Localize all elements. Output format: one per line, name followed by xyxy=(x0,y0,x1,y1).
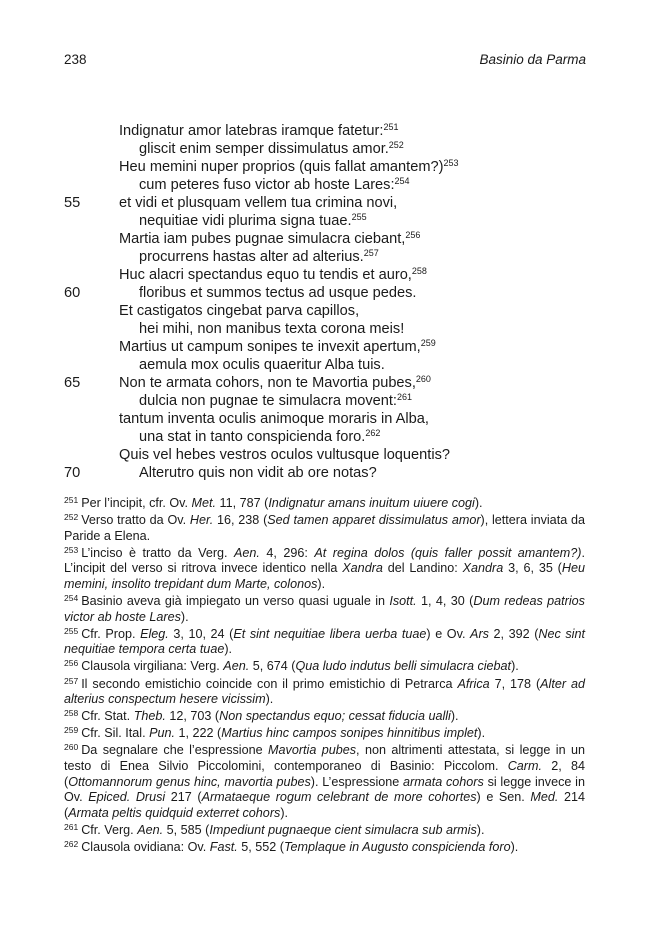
verse-line xyxy=(64,410,594,428)
citation-italic: Qua ludo indutus belli simulacra ciebat xyxy=(295,659,512,674)
verse-line xyxy=(64,176,594,194)
verse-line xyxy=(64,212,594,230)
verse-line xyxy=(64,392,594,410)
footnote-number: 252 xyxy=(64,512,79,523)
verse-text: hei mihi, non manibus texta corona meis! xyxy=(139,321,405,337)
footnote: $^{261}$ Cfr. Verg. Aen. 5, 585 (Impediunt pugnaeque cient simulacra sub armis). xyxy=(64,821,485,837)
verse-line xyxy=(64,230,594,248)
citation-italic: Aen. xyxy=(234,545,260,560)
citation-italic: Pun. xyxy=(149,726,175,741)
citation-italic: Indignatur amans inuitum uiuere cogi xyxy=(268,496,475,510)
footnotes xyxy=(64,496,585,857)
page-number: 238 xyxy=(64,52,87,67)
citation-italic: Xandra xyxy=(462,561,504,576)
poem-text xyxy=(64,122,594,482)
footnote-number: 256 xyxy=(64,658,79,669)
verse-text: dulcia non pugnae te simulacra movent:$^{261}$ xyxy=(139,392,413,409)
verse-line xyxy=(64,428,594,446)
footnote-reference[interactable]: 251 xyxy=(383,122,399,132)
citation-italic: Martius hinc campos sonipes hinnitibus implet xyxy=(221,726,478,741)
page-header xyxy=(64,51,586,68)
verse-number: 65 xyxy=(64,375,81,391)
citation-italic: Ottomannorum genus hinc, mavortia pubes xyxy=(68,774,311,789)
citation-italic: Fast. xyxy=(209,839,238,854)
verse-line xyxy=(64,158,594,176)
footnote-number: 253 xyxy=(64,544,79,555)
verse-number: 60 xyxy=(64,285,81,301)
footnote-number: 260 xyxy=(64,742,79,753)
verse-text: Non te armata cohors, non te Mavortia pubes,$^{260}$ xyxy=(119,374,431,391)
verse-text: Huc alacri spectandus equo tu tendis et auro,$^{258}$ xyxy=(119,266,427,283)
verse-line xyxy=(64,266,594,284)
citation-italic: Ars xyxy=(470,626,489,641)
verse-text: cum peteres fuso victor ab hoste Lares:$^{254}$ xyxy=(139,176,410,193)
citation-italic: Her. xyxy=(189,513,214,528)
citation-italic: Nec sint nequitiae tempora certa tuae xyxy=(64,626,585,657)
footnote-number: 262 xyxy=(64,838,79,849)
verse-line xyxy=(64,464,594,482)
footnote: $^{252}$ Verso tratto da Ov. Her. 16, 238 (Sed tamen apparet dissimulatus amor), lettera inviata da Paride a Elena. xyxy=(64,512,585,543)
footnote: $^{262}$ Clausola ovidiana: Ov. Fast. 5, 552 (Templaque in Augusto conspicienda foro). xyxy=(64,838,519,854)
footnote-reference[interactable]: 256 xyxy=(405,230,421,240)
footnote-number: 258 xyxy=(64,708,79,719)
citation-italic: Impediunt pugnaeque cient simulacra sub armis xyxy=(209,822,477,837)
citation-italic: Non spectandus equo; cessat fiducia ualli xyxy=(219,709,451,724)
footnote-reference[interactable]: 253 xyxy=(443,158,459,168)
footnote-reference[interactable]: 261 xyxy=(396,392,413,402)
verse-text: Alterutro quis non vidit ab ore notas? xyxy=(139,465,377,481)
verse-text: Martia iam pubes pugnae simulacra ciebant,$^{256}$ xyxy=(119,230,421,247)
verse-text: floribus et summos tectus ad usque pedes. xyxy=(139,285,417,301)
citation-italic: Mavortia pubes xyxy=(268,743,357,758)
footnote: $^{257}$ Il secondo emistichio coincide con il primo emistichio di Petrarca Africa 7, 178 (Alter ad alterius conspectum hesere vicissim). xyxy=(64,675,585,707)
citation-italic: Alter ad alterius conspectum hesere vicissim xyxy=(64,676,585,707)
verse-line xyxy=(64,248,594,266)
footnote-reference[interactable]: 258 xyxy=(411,266,427,276)
footnote-number: 257 xyxy=(64,675,79,686)
footnote: $^{254}$ Basinio aveva già impiegato un verso quasi uguale in Isott. 1, 4, 30 (Dum redeas patrios victor ab hoste Lares). xyxy=(64,593,585,624)
footnote-reference[interactable]: 262 xyxy=(365,428,381,438)
footnote: $^{253}$ L’inciso è tratto da Verg. Aen. 4, 296: At regina dolos (quis faller possit amantem?). L’incipit del verso si ritrova invece identico nella Xandra del Landino: Xandra 3, 6, 35 (Heu memini, insolito trepidant dum Marte, colonos). xyxy=(64,544,585,591)
citation-italic: Dum redeas patrios victor ab hoste Lares xyxy=(64,594,585,624)
verse-line xyxy=(64,374,594,392)
citation-italic: Theb. xyxy=(133,709,166,724)
verse-text: procurrens hastas alter ad alterius.$^{257}$ xyxy=(139,248,379,265)
footnote-number: 254 xyxy=(64,593,79,604)
citation-italic: Africa xyxy=(457,676,490,691)
citation-italic: Et sint nequitiae libera uerba tuae xyxy=(233,626,427,641)
verse-line xyxy=(64,338,594,356)
verse-line xyxy=(64,302,594,320)
citation-italic: Sed tamen apparet dissimulatus amor xyxy=(267,513,481,528)
citation-italic: armata cohors xyxy=(403,774,484,789)
running-title: Basinio da Parma xyxy=(479,52,586,67)
footnote-reference[interactable]: 252 xyxy=(388,140,404,150)
citation-italic: Armata peltis quidquid exterret cohors xyxy=(68,805,281,820)
citation-italic: Eleg. xyxy=(140,626,169,641)
verse-text: Martius ut campum sonipes te invexit apertum,$^{259}$ xyxy=(119,338,436,355)
verse-text: Et castigatos cingebat parva capillos, xyxy=(119,303,360,319)
citation-italic: Armataeque rogum celebrant de more cohortes xyxy=(201,790,477,805)
verse-text: Indignatur amor latebras iramque fatetur:$^{251}$ xyxy=(119,122,399,139)
footnote-reference[interactable]: 260 xyxy=(415,374,431,384)
footnote: $^{251}$ Per l’incipit, cfr. Ov. Met. 11, 787 (Indignatur amans inuitum uiuere cogi). xyxy=(64,495,483,510)
footnote: $^{258}$ Cfr. Stat. Theb. 12, 703 (Non spectandus equo; cessat fiducia ualli). xyxy=(64,708,459,724)
citation-italic: Med. xyxy=(530,790,559,805)
footnote-reference[interactable]: 255 xyxy=(351,212,367,222)
footnote-number: 259 xyxy=(64,725,79,736)
citation-italic: Epiced. Drusi xyxy=(88,790,166,805)
citation-italic: Carm. xyxy=(507,759,542,773)
citation-italic: Met. xyxy=(191,496,217,510)
verse-text: Quis vel hebes vestros oculos vultusque loquentis? xyxy=(119,447,450,463)
verse-line xyxy=(64,194,594,212)
verse-text: et vidi et plusquam vellem tua crimina novi, xyxy=(119,195,398,211)
footnote-number: 261 xyxy=(64,821,79,832)
footnote-reference[interactable]: 257 xyxy=(363,248,379,258)
verse-text: aemula mox oculis quaeritur Alba tuis. xyxy=(139,357,385,373)
citation-italic: Templaque in Augusto conspicienda foro xyxy=(283,839,511,854)
verse-line xyxy=(64,122,594,140)
footnote: $^{256}$ Clausola virgiliana: Verg. Aen. 5, 674 (Qua ludo indutus belli simulacra ciebat). xyxy=(64,658,519,674)
verse-number: 70 xyxy=(64,465,81,481)
footnote: $^{260}$ Da segnalare che l’espressione Mavortia pubes, non altrimenti attestata, si legge in un testo di Enea Silvio Piccolomini, contemporaneo di Basinio: Piccolom. Carm. 2, 84 (Ottomannorum genus hinc, mavortia pubes). L’espressione armata cohors si legge invece in Ov. Epiced. Drusi 217 (Armataeque rogum celebrant de more cohortes) e Sen. Med. 214 (Armata peltis quidquid exterret cohors). xyxy=(64,742,586,820)
verse-line xyxy=(64,446,594,464)
citation-italic: At regina dolos (quis faller possit amantem?) xyxy=(314,545,582,560)
verse-line xyxy=(64,140,594,158)
verse-line xyxy=(64,320,594,338)
citation-italic: Heu memini, insolito trepidant dum Marte, colonos xyxy=(64,561,585,591)
verse-text: tantum inventa oculis animoque moraris in Alba, xyxy=(119,411,429,427)
footnote: $^{259}$ Cfr. Sil. Ital. Pun. 1, 222 (Martius hinc campos sonipes hinnitibus implet). xyxy=(64,725,486,741)
verse-number: 55 xyxy=(64,195,81,211)
verse-line xyxy=(64,284,594,302)
verse-text: Heu memini nuper proprios (quis fallat amantem?)$^{253}$ xyxy=(119,158,459,175)
citation-italic: Aen. xyxy=(137,822,164,837)
footnote-number: 255 xyxy=(64,625,79,636)
footnote-reference[interactable]: 254 xyxy=(394,176,410,186)
verse-line xyxy=(64,356,594,374)
verse-text: una stat in tanto conspicienda foro.$^{262}$ xyxy=(139,428,381,445)
verse-text: gliscit enim semper dissimulatus amor.$^{252}$ xyxy=(139,140,404,157)
footnote-number: 251 xyxy=(64,495,79,505)
citation-italic: Xandra xyxy=(342,561,383,576)
footnote-reference[interactable]: 259 xyxy=(420,338,436,348)
citation-italic: Isott. xyxy=(389,594,417,609)
footnote: $^{255}$ Cfr. Prop. Eleg. 3, 10, 24 (Et sint nequitiae libera uerba tuae) e Ov. Ars 2, 392 (Nec sint nequitiae tempora certa tuae). xyxy=(64,625,585,657)
verse-text: nequitiae vidi plurima signa tuae.$^{255}$ xyxy=(139,212,367,229)
citation-italic: Aen. xyxy=(223,659,250,674)
